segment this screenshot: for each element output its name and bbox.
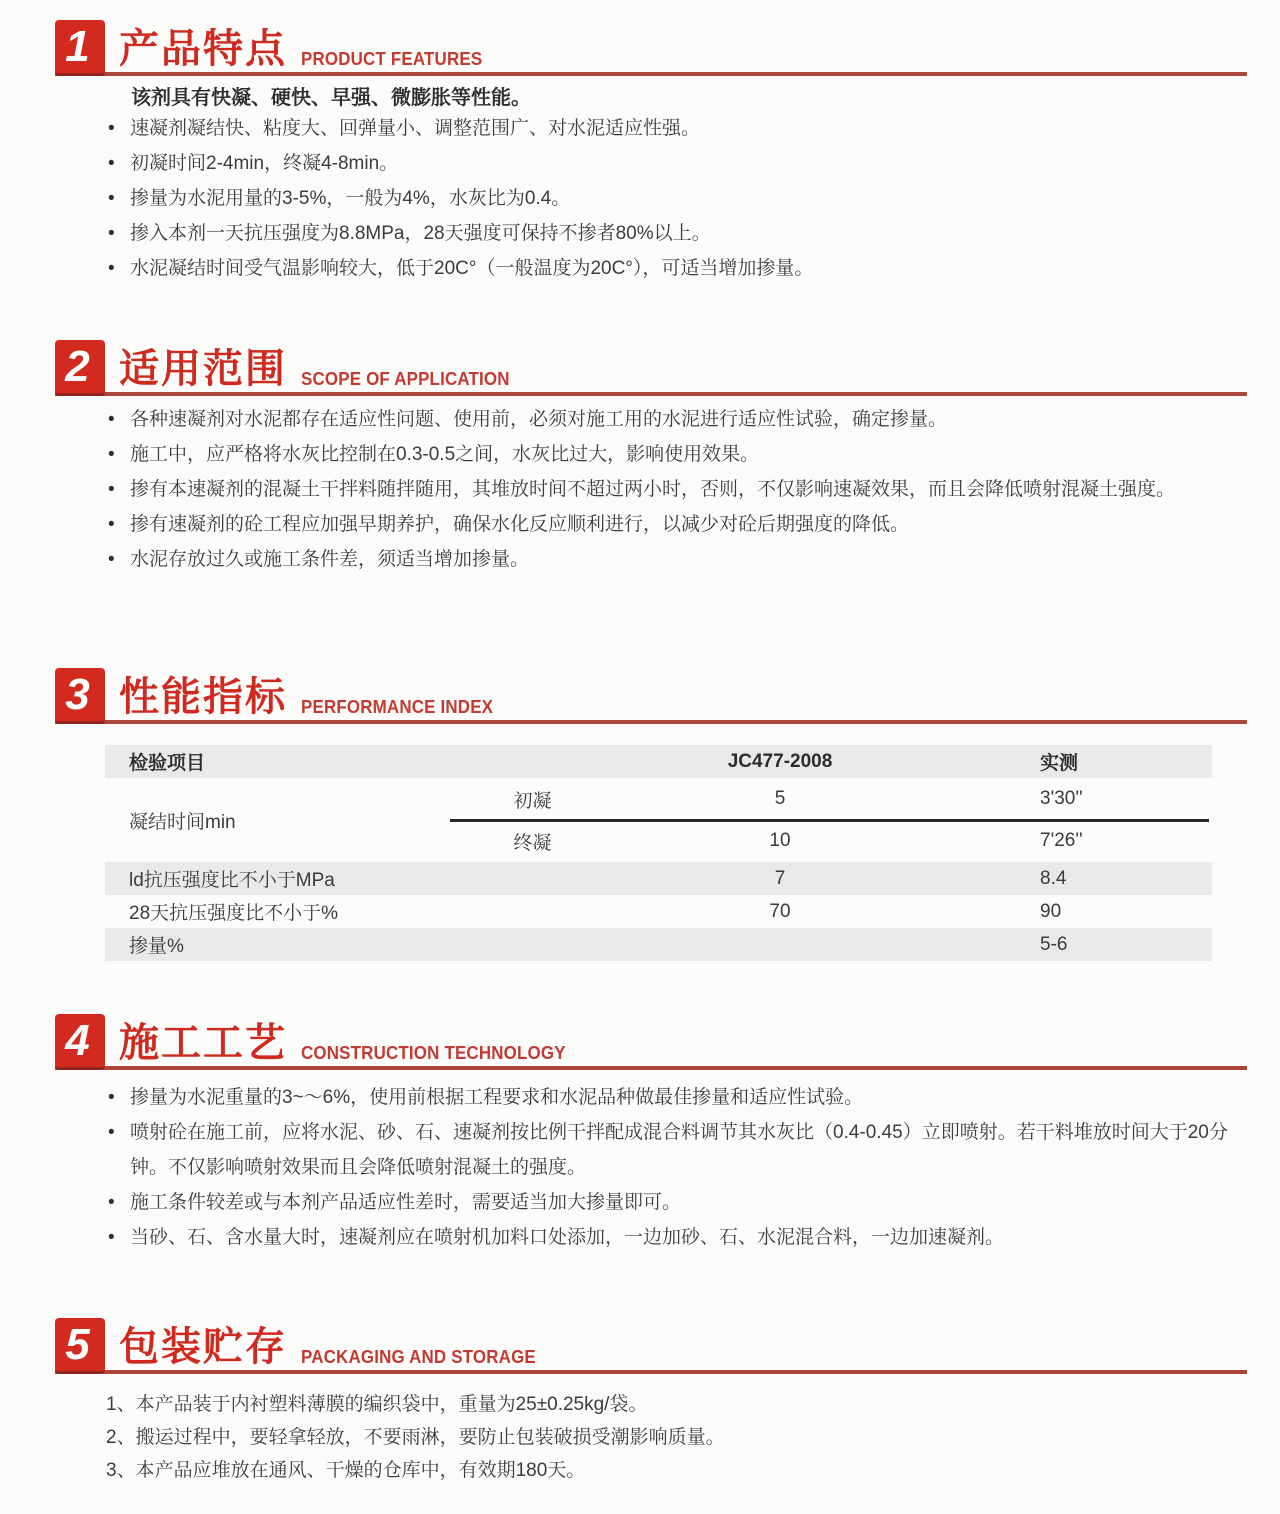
setting-time-row-group	[105, 778, 1212, 862]
table-cell: 终凝	[513, 832, 552, 854]
section-title-zh: 适用范围	[119, 347, 287, 391]
table-header-row	[105, 745, 1212, 778]
section-title-zh: 性能指标	[119, 675, 287, 719]
bullet-dot-icon: •	[108, 1192, 115, 1213]
section-number-badge: 1	[55, 20, 105, 76]
table-row	[105, 895, 1212, 928]
table-cell: 7	[774, 867, 786, 889]
section-5-header	[55, 1316, 1247, 1374]
list-item: 2、搬运过程中，要轻拿轻放，不要雨淋，要防止包装破损受潮影响质量。	[106, 1427, 725, 1448]
section-1-header	[55, 18, 1247, 76]
product-features-intro: 该剂具有快凝、硬快、早强、微膨胀等性能。	[131, 87, 531, 109]
packaging-storage-list	[106, 1388, 1226, 1487]
bullet-dot-icon: •	[108, 153, 115, 174]
bullet-dot-icon: •	[108, 1122, 115, 1143]
list-item: 1、本产品装于内衬塑料薄膜的编织袋中，重量为25±0.25kg/袋。	[106, 1394, 648, 1415]
section-title-en: CONSTRUCTION TECHNOLOGY	[301, 1043, 566, 1063]
bullet-dot-icon: •	[108, 549, 115, 570]
table-cell: 5	[774, 788, 786, 809]
bullet-dot-icon: •	[108, 258, 115, 279]
section-4-header	[55, 1012, 1247, 1070]
scope-of-application-list	[108, 402, 1248, 577]
table-cell: 凝结时间min	[129, 811, 236, 833]
section-title-zh: 包装贮存	[119, 1325, 287, 1369]
section-title-en: PACKAGING AND STORAGE	[301, 1347, 536, 1367]
list-item: • 掺有本速凝剂的混凝土干拌料随拌随用，其堆放时间不超过两小时，否则，不仅影响速凝效果，而且会降低喷射混凝土强度。	[108, 472, 1248, 507]
table-row	[105, 928, 1212, 961]
section-underline	[55, 72, 1247, 76]
section-underline	[55, 720, 1247, 724]
bullet-dot-icon: •	[108, 118, 115, 139]
list-item: • 掺量为水泥重量的3~～6%，使用前根据工程要求和水泥品种做最佳掺量和适应性试验。	[108, 1080, 1248, 1115]
bullet-dot-icon: •	[108, 223, 115, 244]
table-cell: 初凝	[513, 790, 552, 812]
section-title-en: SCOPE OF APPLICATION	[301, 369, 510, 389]
bullet-dot-icon: •	[108, 188, 115, 209]
table-cell: 掺量%	[129, 936, 184, 957]
list-item: • 水泥存放过久或施工条件差，须适当增加掺量。	[108, 542, 1248, 577]
table-cell: ld抗压强度比不小于MPa	[129, 870, 335, 891]
bullet-dot-icon: •	[108, 409, 115, 430]
section-number-badge: 4	[55, 1014, 105, 1070]
table-cell: 28天抗压强度比不小于%	[129, 903, 339, 924]
table-cell: 70	[769, 900, 791, 922]
list-item: • 施工条件较差或与本剂产品适应性差时，需要适当加大掺量即可。	[108, 1185, 1248, 1220]
section-number-badge: 5	[55, 1318, 105, 1374]
bullet-dot-icon: •	[108, 479, 115, 500]
list-item: • 喷射砼在施工前，应将水泥、砂、石、速凝剂按比例干拌配成混合料调节其水灰比（0.4-0.45）立即喷射。若干料堆放时间大于20分钟。不仅影响喷射效果而且会降低喷射混凝土的强度。	[108, 1115, 1248, 1185]
bullet-dot-icon: •	[108, 444, 115, 465]
section-3-header	[55, 666, 1247, 724]
section-number-badge: 2	[55, 340, 105, 396]
list-item: • 掺有速凝剂的砼工程应加强早期养护，确保水化反应顺利进行，以减少对砼后期强度的降低。	[108, 507, 1248, 542]
table-cell: 5-6	[1040, 933, 1068, 955]
list-item: • 初凝时间2-4min，终凝4-8min。	[108, 146, 1248, 181]
list-item: • 掺入本剂一天抗压强度为8.8MPa，28天强度可保持不掺者80%以上。	[108, 216, 1248, 251]
list-item: • 速凝剂凝结快、粘度大、回弹量小、调整范围广、对水泥适应性强。	[108, 111, 1248, 146]
construction-technology-list	[108, 1080, 1248, 1255]
list-item: • 施工中，应严格将水灰比控制在0.3-0.5之间，水灰比过大，影响使用效果。	[108, 437, 1248, 472]
table-header-cell: JC477-2008	[727, 750, 833, 772]
table-header-cell: 检验项目	[129, 753, 206, 774]
section-2-header	[55, 338, 1247, 396]
bullet-dot-icon: •	[108, 1227, 115, 1248]
list-item: • 当砂、石、含水量大时，速凝剂应在喷射机加料口处添加，一边加砂、石、水泥混合料，一边加速凝剂。	[108, 1220, 1248, 1255]
bullet-dot-icon: •	[108, 1087, 115, 1108]
list-item: • 掺量为水泥用量的3-5%，一般为4%，水灰比为0.4。	[108, 181, 1248, 216]
table-cell: 7'26''	[1040, 830, 1083, 851]
section-title-en: PRODUCT FEATURES	[301, 49, 483, 69]
table-cell: 3'30''	[1040, 788, 1083, 809]
product-features-list	[108, 111, 1248, 286]
sub-row-divider	[450, 819, 1209, 822]
section-title-zh: 产品特点	[119, 27, 287, 71]
section-number-badge: 3	[55, 668, 105, 724]
section-title-en: PERFORMANCE INDEX	[301, 697, 494, 717]
table-cell: 10	[769, 830, 791, 851]
section-underline	[55, 1066, 1247, 1070]
section-title-zh: 施工工艺	[119, 1021, 287, 1065]
section-underline	[55, 1370, 1247, 1374]
table-cell: 90	[1040, 900, 1062, 922]
table-cell: 8.4	[1040, 867, 1067, 889]
table-header-cell: 实测	[1040, 753, 1079, 774]
section-underline	[55, 392, 1247, 396]
table-row	[105, 862, 1212, 895]
list-item: 3、本产品应堆放在通风、干燥的仓库中，有效期180天。	[106, 1460, 586, 1481]
performance-index-table	[105, 745, 1212, 961]
list-item: • 水泥凝结时间受气温影响较大，低于20C°（一般温度为20C°），可适当增加掺量。	[108, 251, 1248, 286]
list-item: • 各种速凝剂对水泥都存在适应性问题、使用前，必须对施工用的水泥进行适应性试验，确定掺量。	[108, 402, 1248, 437]
bullet-dot-icon: •	[108, 514, 115, 535]
